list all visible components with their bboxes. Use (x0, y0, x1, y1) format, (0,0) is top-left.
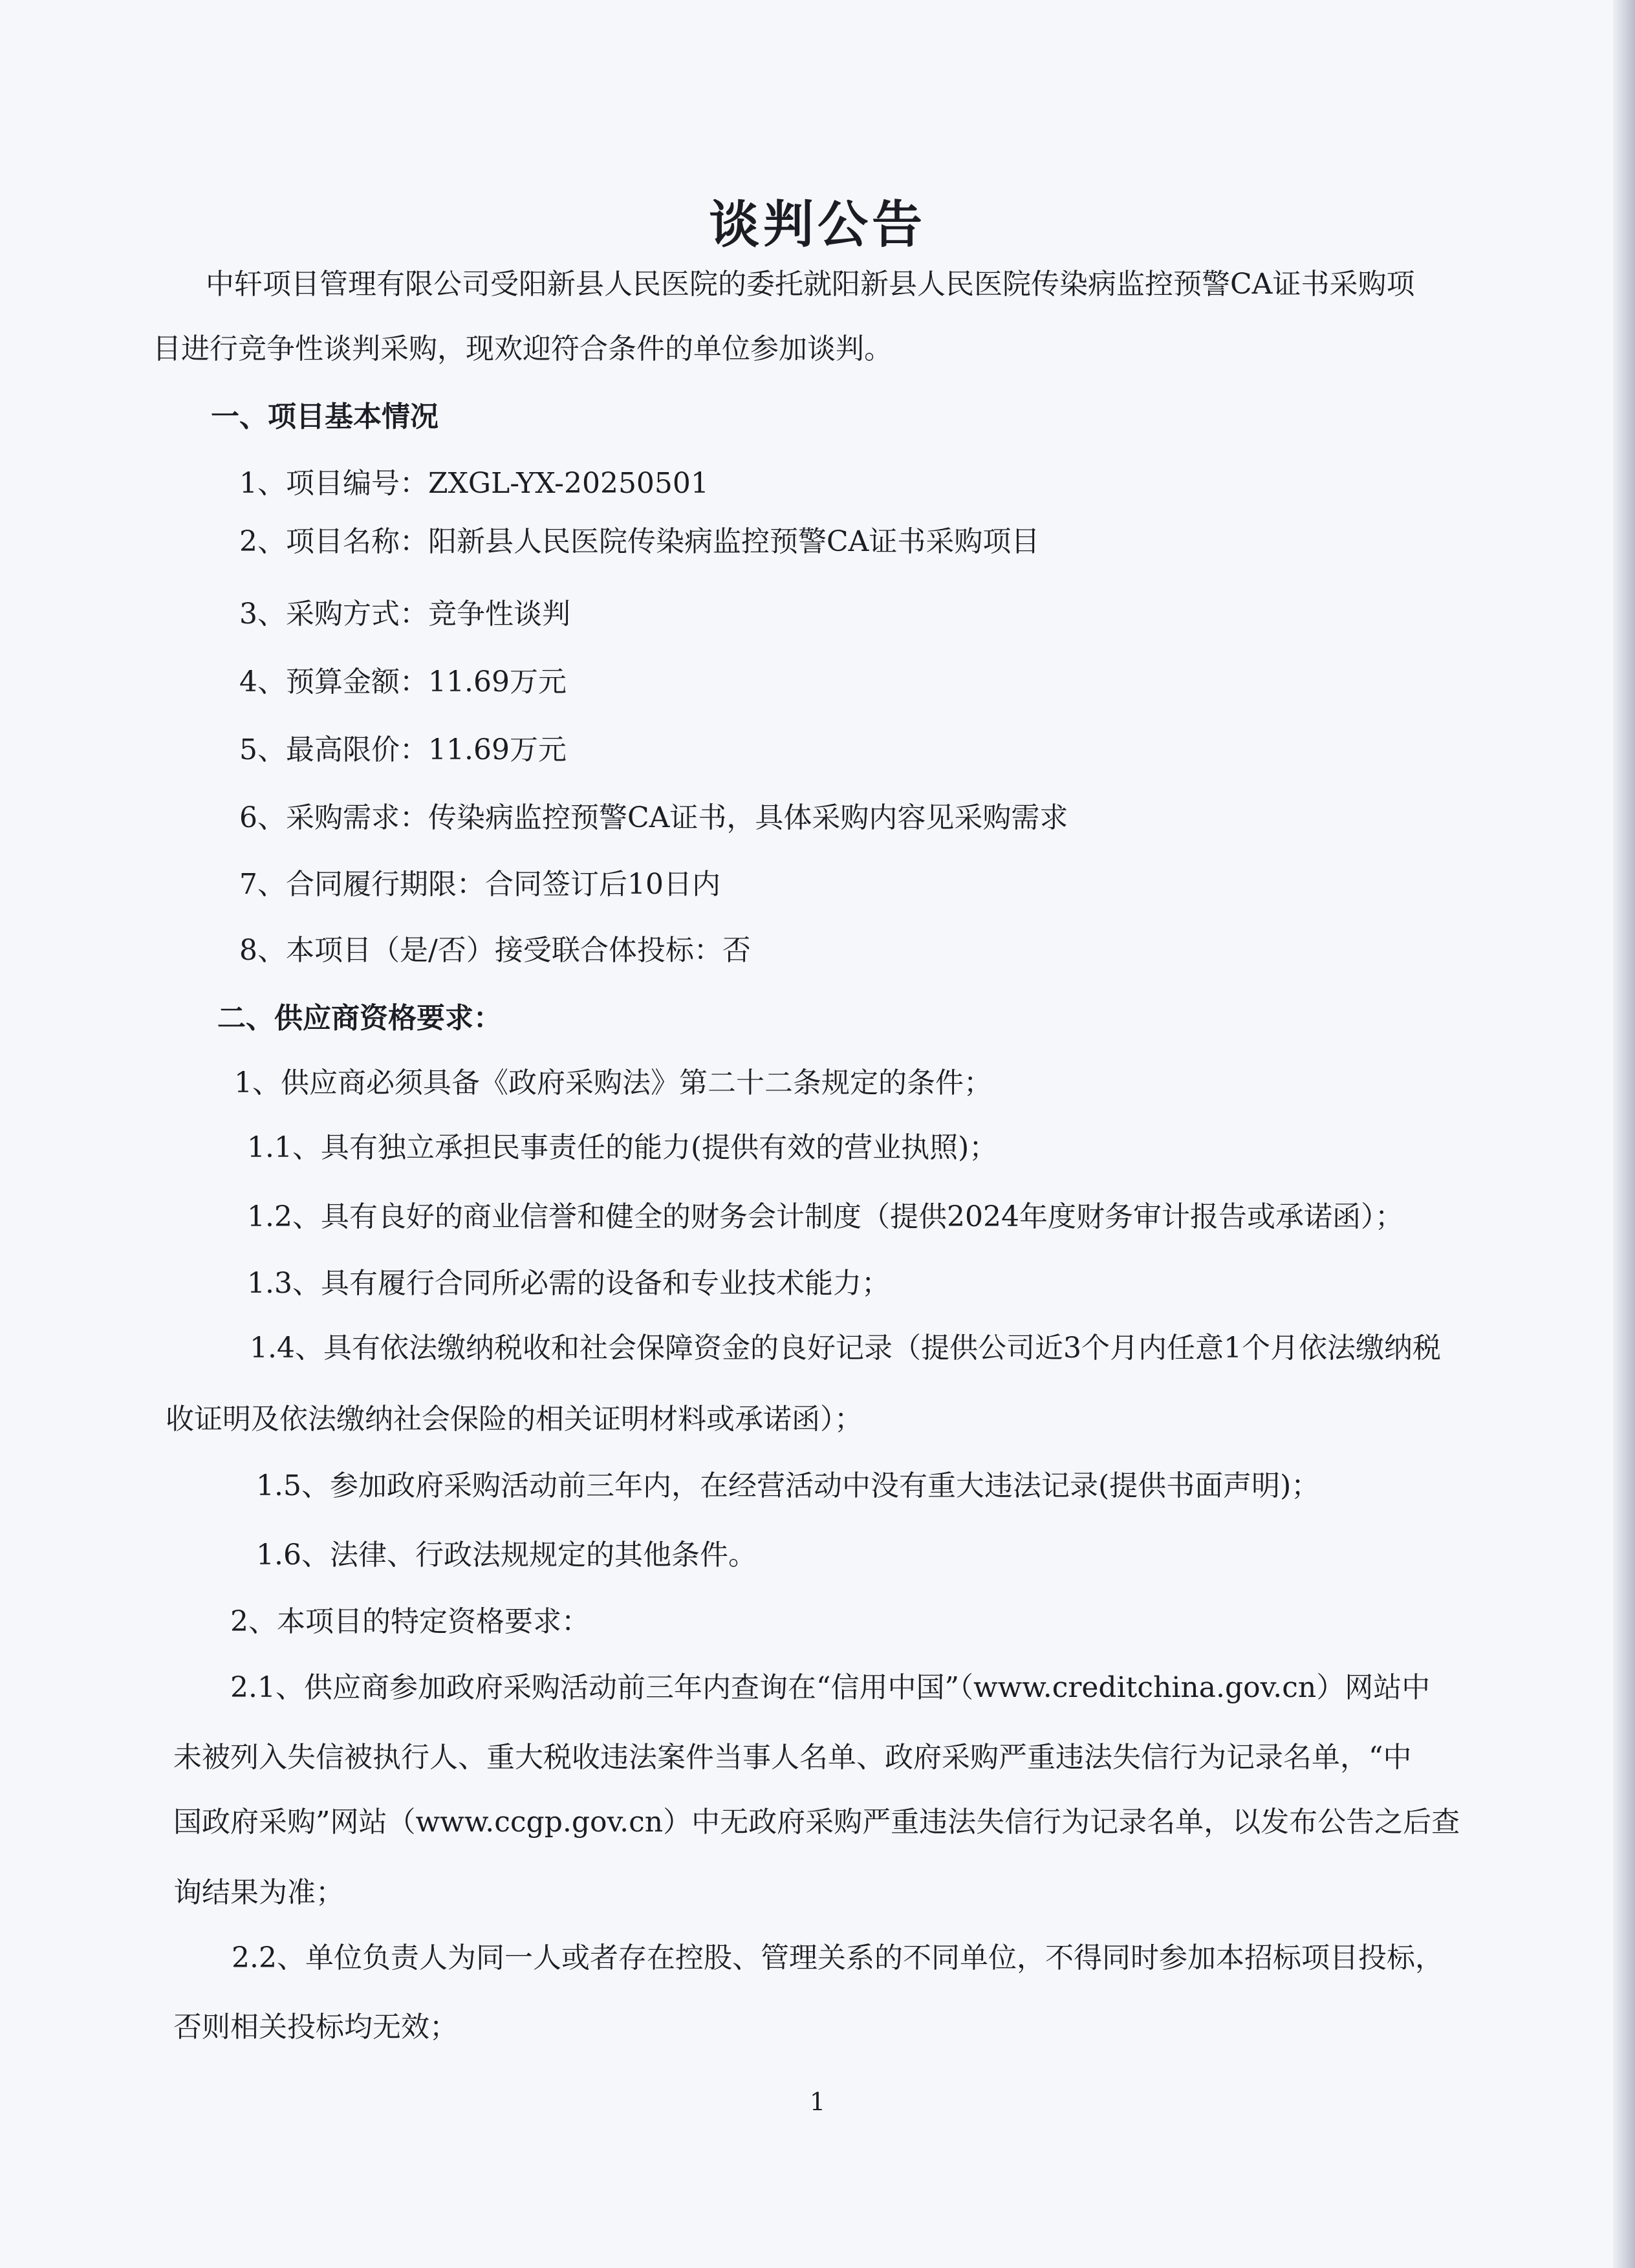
project-name: 2、项目名称：阳新县人民医院传染病监控预警CA证书采购项目 (239, 525, 1040, 558)
qualification-item-1-4-line-1: 1.4、具有依法缴纳税收和社会保障资金的良好记录（提供公司近3个月内任意1个月依法缴纳税 (250, 1332, 1441, 1365)
contract-period: 7、合同履行期限：合同签订后10日内 (239, 868, 720, 901)
procurement-method: 3、采购方式：竞争性谈判 (239, 598, 570, 631)
qualification-item-2: 2、本项目的特定资格要求： (230, 1605, 590, 1638)
qualification-item-2-1-line-1: 2.1、供应商参加政府采购活动前三年内查询在“信用中国”（www.creditchina.gov.cn）网站中 (230, 1671, 1431, 1704)
qualification-item-1-5: 1.5、参加政府采购活动前三年内，在经营活动中没有重大违法记录(提供书面声明)； (256, 1469, 1320, 1502)
procurement-requirement: 6、采购需求：传染病监控预警CA证书，具体采购内容见采购需求 (239, 801, 1068, 834)
page-number: 1 (809, 2088, 826, 2116)
qualification-item-2-2-line-1: 2.2、单位负责人为同一人或者存在控股、管理关系的不同单位，不得同时参加本招标项目投标， (232, 1941, 1444, 1974)
qualification-item-1-4-line-2: 收证明及依法缴纳社会保险的相关证明材料或承诺函）； (166, 1403, 863, 1436)
qualification-item-2-1-line-4: 询结果为准； (173, 1876, 344, 1909)
qualification-item-1-1: 1.1、具有独立承担民事责任的能力(提供有效的营业执照)； (247, 1131, 998, 1164)
qualification-item-1-6: 1.6、法律、行政法规规定的其他条件。 (256, 1539, 757, 1571)
project-number: 1、项目编号：ZXGL-YX-20250501 (239, 467, 709, 500)
section-2-heading: 二、供应商资格要求： (217, 1002, 502, 1035)
intro-line-1: 中轩项目管理有限公司受阳新县人民医院的委托就阳新县人民医院传染病监控预警CA证书采购项 (206, 268, 1415, 301)
budget-amount: 4、预算金额：11.69万元 (239, 665, 567, 698)
intro-line-2: 目进行竞争性谈判采购，现欢迎符合条件的单位参加谈判。 (153, 332, 893, 365)
section-1-heading: 一、项目基本情况 (211, 400, 439, 433)
document-title: 谈判公告 (708, 195, 926, 254)
maximum-price: 5、最高限价：11.69万元 (239, 733, 567, 766)
qualification-item-1: 1、供应商必须具备《政府采购法》第二十二条规定的条件； (234, 1066, 992, 1099)
scan-edge-shadow (1613, 0, 1635, 2268)
qualification-item-2-2-line-2: 否则相关投标均无效； (173, 2011, 458, 2044)
qualification-item-1-2: 1.2、具有良好的商业信誉和健全的财务会计制度（提供2024年度财务审计报告或承诺函）； (247, 1200, 1403, 1233)
qualification-item-2-1-line-2: 未被列入失信被执行人、重大税收违法案件当事人名单、政府采购严重违法失信行为记录名单，“中 (173, 1741, 1412, 1774)
qualification-item-1-3: 1.3、具有履行合同所必需的设备和专业技术能力； (247, 1267, 890, 1300)
qualification-item-2-1-line-3: 国政府采购”网站（www.ccgp.gov.cn）中无政府采购严重违法失信行为记录名单，以发布公告之后查 (173, 1806, 1460, 1839)
consortium-bidding: 8、本项目（是/否）接受联合体投标：否 (239, 934, 751, 967)
